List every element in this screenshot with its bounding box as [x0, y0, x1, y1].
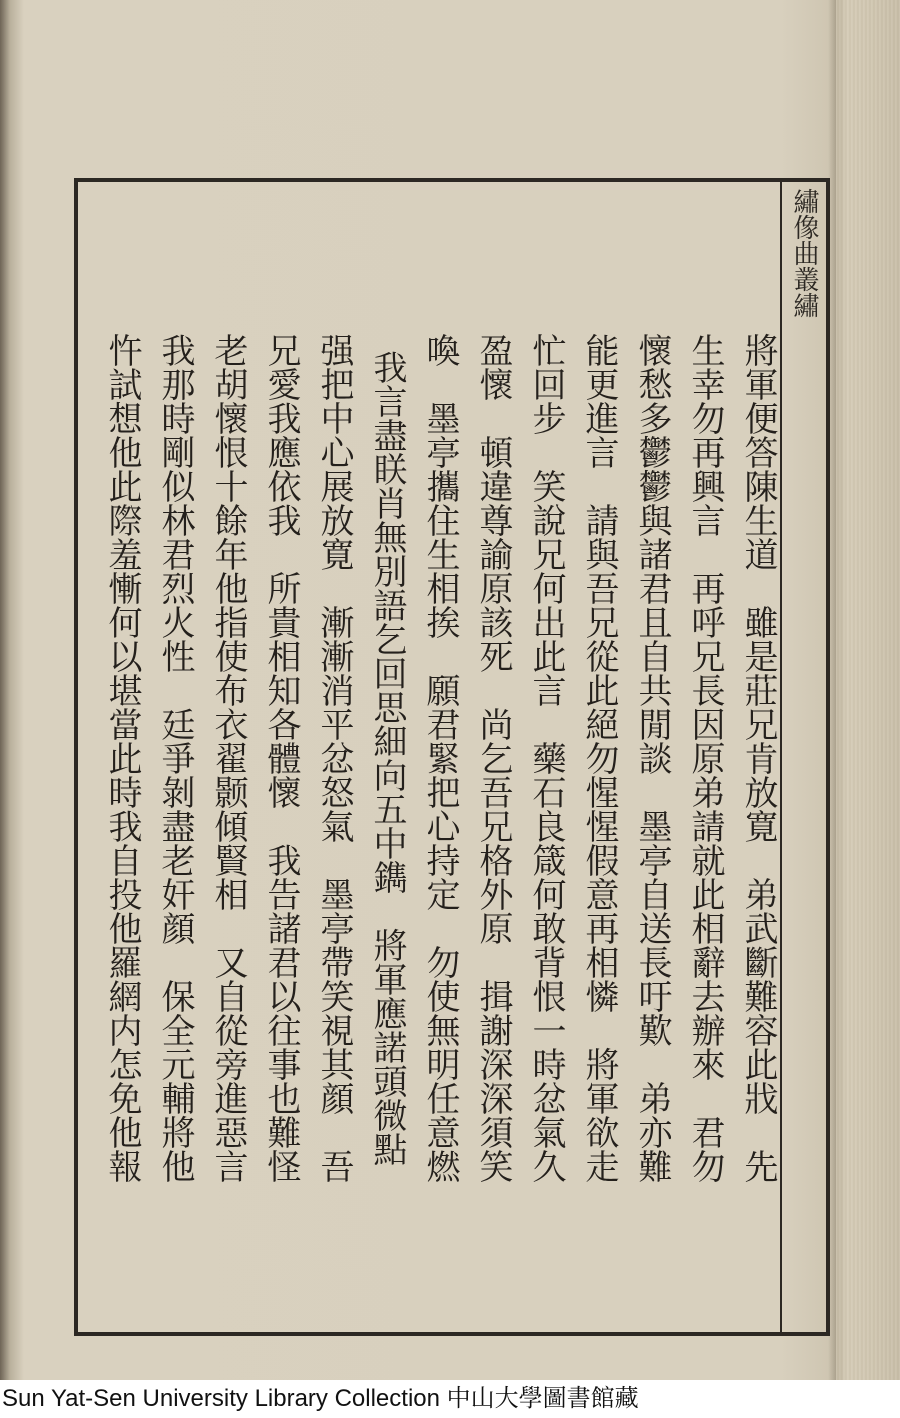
- collection-credit: Sun Yat-Sen University Library Collection 中山大學圖書館藏: [0, 1380, 900, 1418]
- title-column: [780, 182, 826, 1332]
- text-column-9: 强把中心展放寛 漸漸消平忿怒氣 墨亭帶笑視其顔 吾: [314, 333, 354, 1183]
- text-column-13: 忤試想他此際羞慚何以堪當此時我自投他羅網内怎免他報: [102, 333, 142, 1183]
- text-column-12: 我那時剛似林君烈火性 廷爭剝盡老奸顔 保全元輔將他: [155, 333, 195, 1183]
- text-column-7: 喚 墨亭攜住生相挨 願君緊把心持定 勿使無明任意燃: [420, 333, 460, 1183]
- text-column-8: 我言盡眹肖無別語乞回思細向五中鐫 將軍應諾頭微點: [367, 350, 407, 1166]
- text-column-2: 生幸勿再興言 再呼兄長因原弟請就此相辭去辦來 君勿: [685, 333, 725, 1183]
- text-frame: [74, 178, 830, 1336]
- text-column-11: 老胡懷恨十餘年他指使布衣翟颢傾賢相 又自從旁進惡言: [208, 333, 248, 1183]
- page-edge-stack: [836, 0, 900, 1380]
- text-column-1: 將軍便答陳生道 雖是莊兄肯放寛 弟武斷難容此戕 先: [738, 333, 778, 1183]
- text-column-10: 兄愛我應依我 所貴相知各體懷 我告諸君以往事也難怪: [261, 333, 301, 1183]
- text-column-3: 懷愁多鬱鬱與諸君且自共閒談 墨亭自送長吁歎 弟亦難: [632, 333, 672, 1183]
- text-column-6: 盈懷 頓違尊諭原該死 尚乞吾兄格外原 揖謝深深須笑: [473, 333, 513, 1183]
- text-column-5: 忙回步 笑說兄何出此言 藥石良箴何敢背恨一時忿氣久: [526, 333, 566, 1183]
- header-title: 繡像曲叢繡: [789, 188, 819, 318]
- text-column-4: 能更進言 請與吾兄從此絕勿惺惺假意再相憐 將軍欲走: [579, 333, 619, 1183]
